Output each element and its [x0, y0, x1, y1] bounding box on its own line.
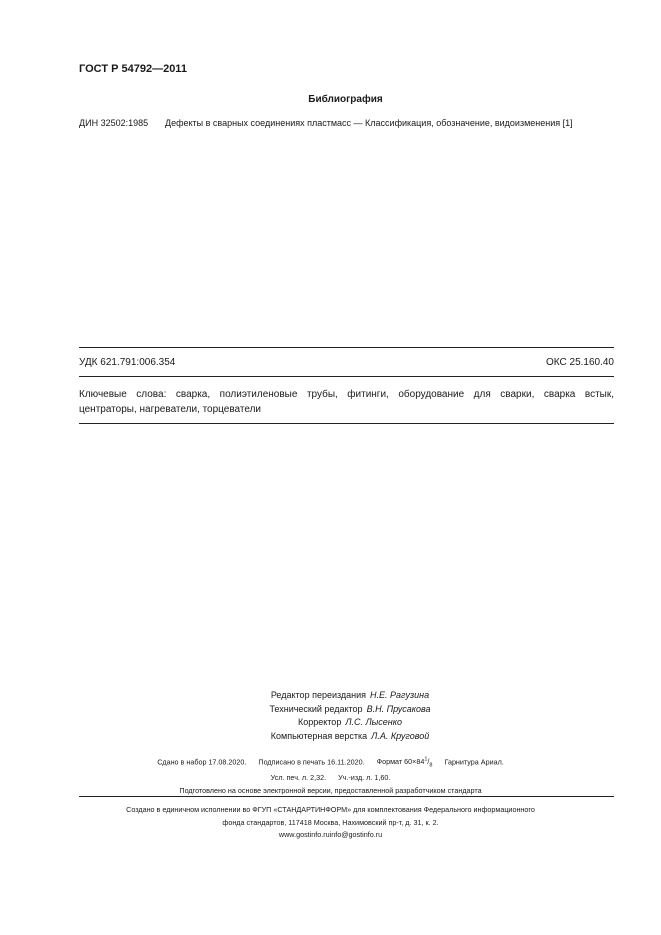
divider-bottom — [79, 423, 614, 424]
print-info — [0, 754, 661, 797]
staff-name: Л.С. Лысенко — [345, 717, 403, 727]
bibliography-title: Библиография — [308, 94, 383, 105]
divider-top — [79, 347, 614, 348]
divider-footer — [79, 796, 614, 797]
bibliography-source: ДИН 32502:1985 — [79, 118, 149, 128]
standard-number: ГОСТ Р 54792—2011 — [79, 63, 187, 75]
staff-role: Технический редактор — [269, 703, 363, 714]
staff-row — [200, 716, 500, 730]
print-row-2 — [0, 772, 661, 785]
keywords-line-2: центраторы, нагреватели, торцеватели — [79, 404, 262, 415]
footer-line-1: Создано в единичном исполнении во ФГУП «СТАНДАРТИНФОРМ» для комплектования Федерального информационного — [126, 805, 535, 814]
oks-code: ОКС 25.160.40 — [546, 357, 614, 368]
divider-middle — [79, 376, 614, 377]
staff-list — [200, 689, 500, 743]
staff-name: Л.А. Круговой — [371, 730, 430, 741]
staff-role: Корректор — [297, 717, 342, 727]
footer-line-2: фонда стандартов, 117418 Москва, Нахимовский пр-т, д. 31, к. 2. — [222, 817, 439, 827]
staff-name: Н.Е. Рагузина — [370, 690, 430, 700]
signed-date: Подписано в печать 16.11.2020. — [258, 757, 365, 767]
staff-row — [200, 703, 500, 717]
staff-row — [200, 730, 500, 744]
print-sheets: Усл. печ. л. 2,32. — [270, 773, 327, 783]
keywords — [79, 387, 614, 417]
keywords-line-1: Ключевые слова: сварка, полиэтиленовые трубы, фитинги, оборудование для сварки, сварка встык, — [79, 389, 614, 400]
typeset-date: Сдано в набор 17.08.2020. — [157, 757, 247, 767]
staff-role: Редактор переиздания — [270, 690, 367, 700]
staff-role: Компьютерная верстка — [270, 730, 368, 741]
publication-sheets: Уч.-изд. л. 1,60. — [338, 773, 391, 783]
staff-name: В.Н. Прусакова — [366, 703, 431, 714]
prepared-note: Подготовлено на основе электронной версии, предоставленной разработчиком стандарта — [179, 785, 482, 795]
print-row-1 — [0, 754, 661, 772]
udc-code: УДК 621.791:006.354 — [79, 357, 176, 368]
bibliography-entry — [79, 118, 573, 128]
publisher-footer — [0, 804, 661, 842]
paper-format: Формат $60\times 84^1/_8$ — [376, 757, 433, 769]
staff-row — [200, 689, 500, 703]
footer-contacts — [0, 829, 661, 842]
bibliography-text: Дефекты в сварных соединениях пластмасс — Классификация, обозначение, видоизменения [1] — [165, 118, 573, 128]
email-link[interactable]: info@gostinfo.ru — [329, 830, 383, 839]
website-link[interactable]: www.gostinfo.ru — [278, 830, 330, 839]
typeface: Гарнитура Ариал. — [444, 757, 504, 767]
